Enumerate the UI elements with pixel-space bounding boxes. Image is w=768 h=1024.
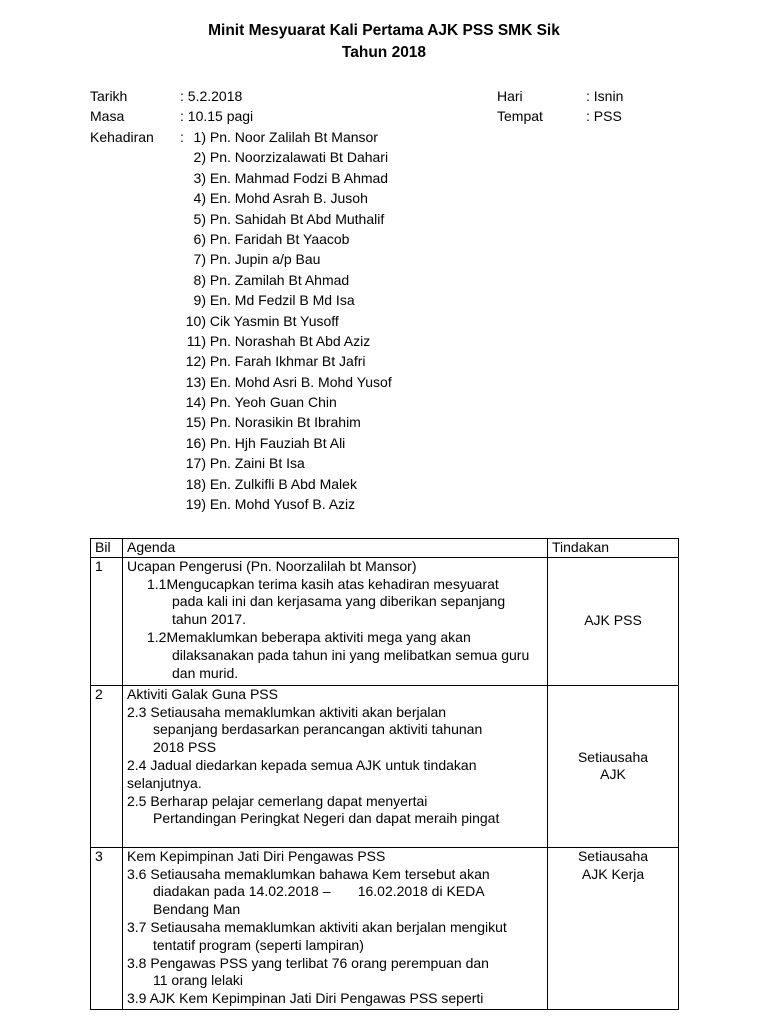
tempat-value: : PSS xyxy=(586,108,622,124)
agenda-heading: Aktiviti Galak Guna PSS xyxy=(127,685,278,702)
attendee-item: 14) Pn. Yeoh Guan Chin xyxy=(185,394,337,411)
agenda-point: 1.1Mengucapkan terima kasih atas kehadiran mesyuarat pada kali ini dan kerjasama yang diberikan sepanjang tahun 2017. xyxy=(147,575,506,628)
attendee-item: 7) Pn. Jupin a/p Bau xyxy=(193,251,321,268)
row-agenda xyxy=(123,557,548,685)
attendee-item: 1) Pn. Noor Zalilah Bt Mansor xyxy=(193,129,378,145)
table-row xyxy=(91,685,679,847)
attendance-list xyxy=(180,127,392,514)
attendee-item: 19) En. Mohd Yusof B. Aziz xyxy=(185,496,356,513)
row-agenda xyxy=(123,685,548,847)
attendee-item: 5) Pn. Sahidah Bt Abd Muthalif xyxy=(193,210,385,227)
attendee-item: 13) En. Mohd Asri B. Mohd Yusof xyxy=(185,373,392,390)
header-bil: Bil xyxy=(91,539,123,558)
attendee-item: 16) Pn. Hjh Fauziah Bt Ali xyxy=(185,434,346,451)
row-agenda xyxy=(123,847,548,1009)
agenda-point: 3.7 Setiausaha memaklumkan aktiviti akan berjalan mengikut tentatif program (seperti lampiran) xyxy=(127,918,507,953)
agenda-table xyxy=(90,538,679,1010)
row-bil: 2 xyxy=(91,685,123,847)
tarikh-value: : 5.2.2018 xyxy=(180,88,243,104)
masa-label: Masa xyxy=(90,108,125,124)
agenda-point: 2.4 Jadual diedarkan kepada semua AJK untuk tindakan selanjutnya. xyxy=(127,756,477,791)
hari-value: : Isnin xyxy=(586,88,624,104)
attendee-item: 6) Pn. Faridah Bt Yaacob xyxy=(193,230,350,247)
document-subtitle: Tahun 2018 xyxy=(341,44,427,61)
attendee-item: 11) Pn. Norashah Bt Abd Aziz xyxy=(186,332,371,349)
table-row xyxy=(91,557,679,685)
attendee-item: 3) En. Mahmad Fodzi B Ahmad xyxy=(193,169,389,186)
document-title: Minit Mesyuarat Kali Pertama AJK PSS SMK Sik xyxy=(208,22,560,39)
agenda-point: 2.3 Setiausaha memaklumkan aktiviti akan berjalan sepanjang berdasarkan perancangan aktiviti tahunan 2018 PSS xyxy=(127,703,483,756)
agenda-heading: Kem Kepimpinan Jati Diri Pengawas PSS xyxy=(127,847,386,864)
attendee-item: 12) Pn. Farah Ikhmar Bt Jafri xyxy=(185,353,366,370)
attendee-item: 10) Cik Yasmin Bt Yusoff xyxy=(185,312,339,329)
row-bil: 1 xyxy=(91,557,123,685)
table-row xyxy=(91,847,679,1009)
agenda-point: 1.2Memaklumkan beberapa aktiviti mega yang akan dilaksanakan pada tahun ini yang melibatkan semua guru dan murid. xyxy=(147,628,530,681)
row-tindakan: AJK PSS xyxy=(548,557,679,685)
table-header-row xyxy=(91,539,679,558)
header-tindakan: Tindakan xyxy=(548,539,679,558)
row-tindakan: Setiausaha AJK xyxy=(548,685,679,847)
hari-label: Hari xyxy=(497,88,523,104)
tarikh-label: Tarikh xyxy=(90,88,128,104)
attendee-item: 8) Pn. Zamilah Bt Ahmad xyxy=(193,271,350,288)
agenda-point: 3.8 Pengawas PSS yang terlibat 76 orang perempuan dan 11 orang lelaki xyxy=(127,954,489,989)
kehadiran-label: Kehadiran xyxy=(90,129,154,145)
attendee-item: 17) Pn. Zaini Bt Isa xyxy=(185,455,305,472)
agenda-point: 2.5 Berharap pelajar cemerlang dapat menyertai Pertandingan Peringkat Negeri dan dapat meraih pingat xyxy=(127,792,500,827)
attendee-item: 4) En. Mohd Asrah B. Jusoh xyxy=(193,190,368,207)
tempat-label: Tempat xyxy=(497,108,543,124)
row-bil: 3 xyxy=(91,847,123,1009)
row-tindakan: Setiausaha AJK Kerja xyxy=(548,847,679,1009)
header-agenda: Agenda xyxy=(123,539,548,558)
agenda-heading: Ucapan Pengerusi (Pn. Noorzalilah bt Mansor) xyxy=(127,557,417,574)
agenda-point: 3.6 Setiausaha memaklumkan bahawa Kem tersebut akan diadakan pada 14.02.2018 – 16.02.2018 di KEDA Bendang Man xyxy=(127,865,490,918)
attendee-item: 2) Pn. Noorzizalawati Bt Dahari xyxy=(193,149,389,166)
kehadiran-colon: : xyxy=(180,129,184,145)
masa-value: : 10.15 pagi xyxy=(180,108,254,124)
agenda-point: 3.9 AJK Kem Kepimpinan Jati Diri Pengawas PSS seperti xyxy=(127,990,484,1007)
attendee-item: 9) En. Md Fedzil B Md Isa xyxy=(193,292,355,309)
attendee-item: 15) Pn. Norasikin Bt Ibrahim xyxy=(185,414,361,431)
attendee-item: 18) En. Zulkifli B Abd Malek xyxy=(185,475,357,492)
